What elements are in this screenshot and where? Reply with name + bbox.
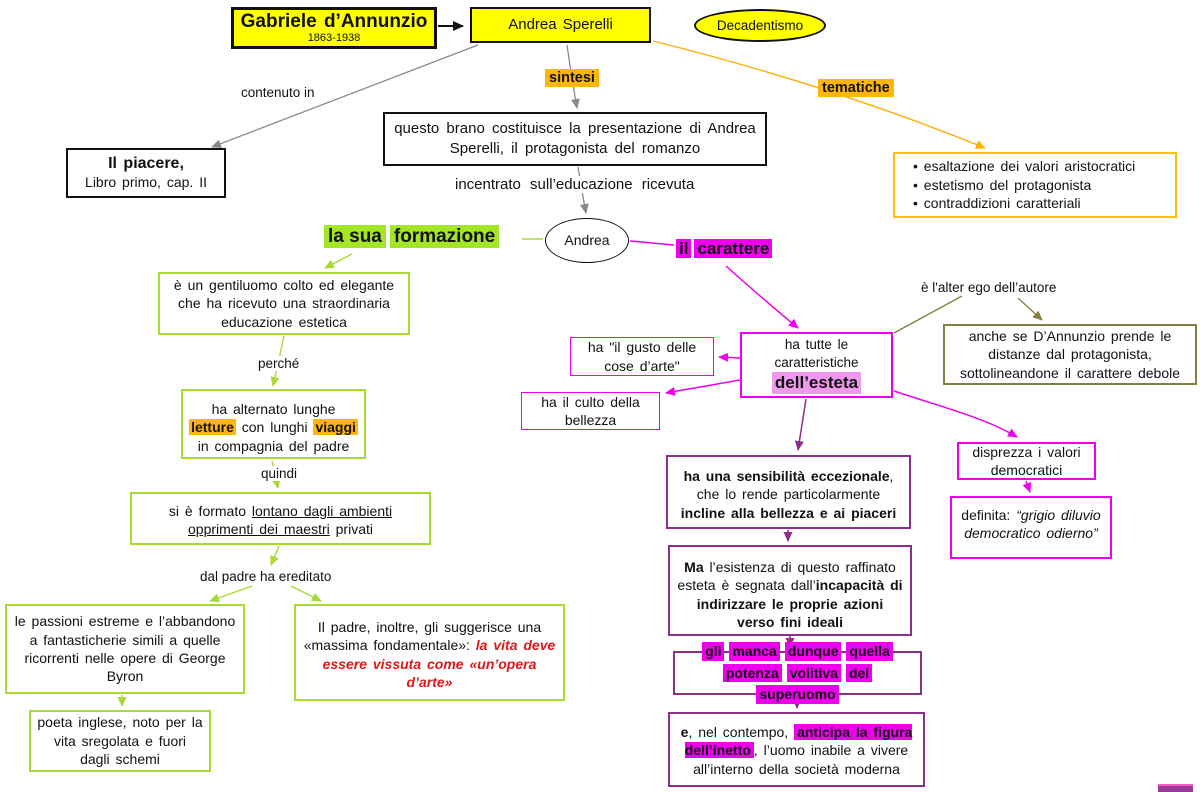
node-superuomo: gli manca dunque quella potenza volitiva del superuomo <box>673 651 922 695</box>
branch-label-formazione: la sua formazione <box>324 226 499 248</box>
node-gabriele-dannunzio <box>231 7 437 49</box>
node-letture-viaggi: ha alternato lunghe letture con lunghi viaggi in compagnia del padre <box>181 389 366 459</box>
node-andrea-sperelli: Andrea Sperelli <box>470 7 651 43</box>
highlight-inetto: anticipa la figura dell’inetto <box>684 724 913 759</box>
branch-label-carattere: il carattere <box>676 239 772 259</box>
highlight-letture: letture <box>191 419 234 436</box>
bullet-icon: • <box>913 176 918 193</box>
node-il-piacere <box>66 148 226 198</box>
author-name: Gabriele d’Annunzio <box>240 10 428 32</box>
node-culto-bellezza: ha il culto della bellezza <box>521 392 660 430</box>
node-tematiche-list <box>893 152 1177 218</box>
node-gusto-cose-arte: ha "il gusto delle cose d’arte" <box>570 337 714 376</box>
page-corner-artifact <box>1158 784 1193 792</box>
bullet-icon: • <box>913 158 918 175</box>
node-sensibilita: ha una sensibilità eccezionale, che lo rende particolarmente incline alla bellezza e ai piaceri <box>666 455 911 529</box>
piacere-subtitle: Libro primo, cap. II <box>85 173 207 190</box>
node-decadentismo: Decadentismo <box>694 9 826 42</box>
list-item: • estetismo del protagonista <box>913 176 1092 193</box>
edge-label-tematiche: tematiche <box>818 79 894 97</box>
node-esteta: ha tutte le caratteristiche dell’esteta <box>740 332 893 398</box>
node-anche-se-dannunzio: anche se D’Annunzio prende le distanze dal protagonista, sottolineandone il carattere debole <box>943 324 1197 385</box>
edge-label-perche: perché <box>255 356 302 371</box>
node-formato-lontano: si è formato lontano dagli ambienti opprimenti dei maestri privati <box>130 492 431 545</box>
list-item: • esaltazione dei valori aristocratici <box>913 158 1136 175</box>
node-definita: definita: “grigio diluvio democratico odierno” <box>950 496 1112 559</box>
bullet-icon: • <box>913 195 918 212</box>
node-passioni-byron: le passioni estreme e l’abbandono a fantasticherie simili a quelle ricorrenti nelle opere di George Byron <box>5 604 245 694</box>
highlight-dell-esteta: dell’esteta <box>772 372 861 394</box>
massima-red-text: la vita deve essere vissuta come «un’opera d’arte» <box>322 637 556 691</box>
node-disprezza: disprezza i valori democratici <box>957 442 1096 480</box>
piacere-title: Il piacere, <box>108 155 184 173</box>
edge-label-incentrato: incentrato sull’educazione ricevuta <box>452 176 697 193</box>
author-dates: 1863-1938 <box>307 31 361 44</box>
node-andrea: Andrea <box>545 218 629 263</box>
edge-label-contenuto-in: contenuto in <box>238 85 318 100</box>
highlight-viaggi: viaggi <box>315 419 356 436</box>
node-incapacita: Ma l’esistenza di questo raffinato esteta è segnata dall’incapacità di indirizzare le proprie azioni verso fini ideali <box>668 545 912 636</box>
node-presentazione: questo brano costituisce la presentazione di Andrea Sperelli, il protagonista del romanzo <box>383 112 767 166</box>
edge-label-quindi: quindi <box>258 466 300 481</box>
edge-label-sintesi: sintesi <box>545 69 599 87</box>
node-poeta-inglese: poeta inglese, noto per la vita sregolata e fuori dagli schemi <box>29 710 211 772</box>
node-inetto: e, nel contempo, anticipa la figura dell’inetto , l’uomo inabile a vivere all’interno della società moderna <box>668 712 925 787</box>
list-item: • contraddizioni caratteriali <box>913 195 1081 212</box>
edge-label-ereditato: dal padre ha ereditato <box>197 569 334 584</box>
edge-label-alter-ego: è l'alter ego dell’autore <box>918 280 1059 295</box>
node-gentiluomo: è un gentiluomo colto ed elegante che ha ricevuto una straordinaria educazione estetica <box>158 272 410 335</box>
node-massima-fondamentale: Il padre, inoltre, gli suggerisce una «massima fondamentale»: la vita deve essere vissuta come «un’opera d’arte» <box>294 604 565 701</box>
